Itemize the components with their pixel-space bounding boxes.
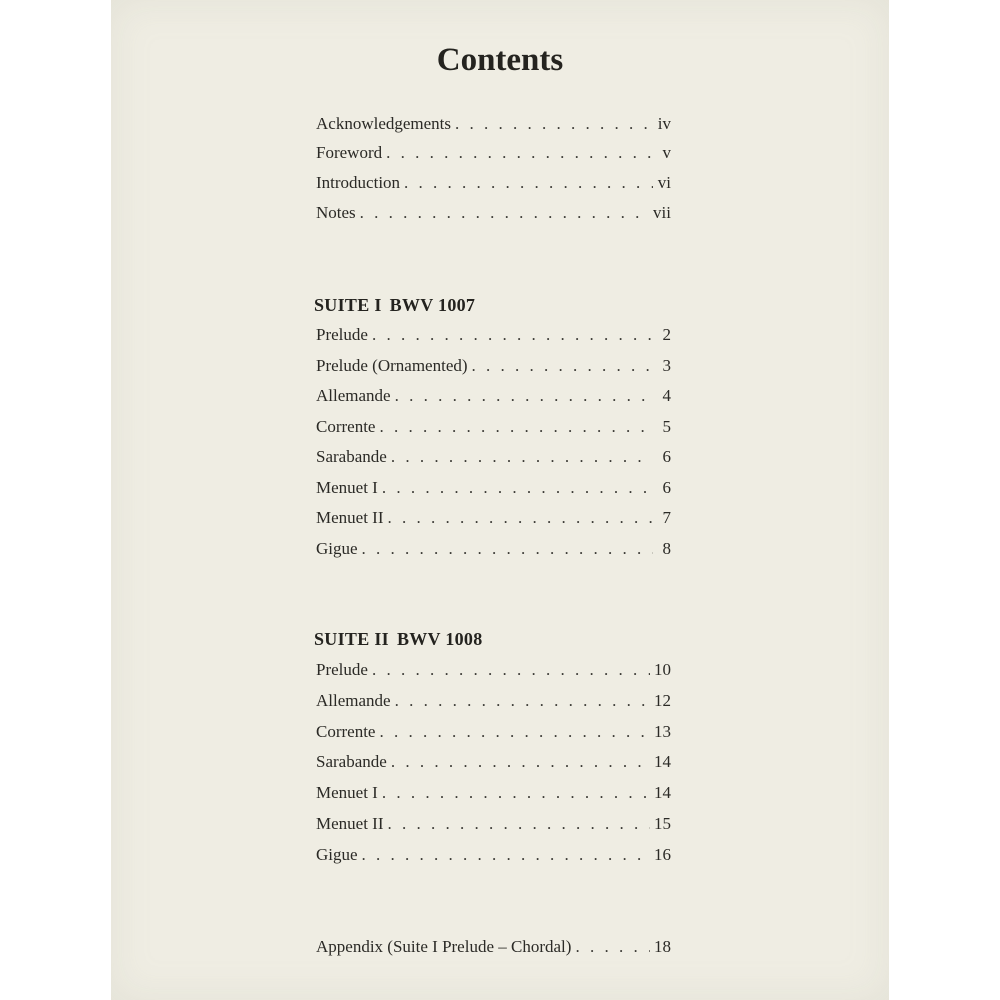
toc-entry-page: 7 <box>662 508 671 527</box>
toc-entry <box>316 203 671 229</box>
leader-dots <box>372 325 653 345</box>
leader-dots <box>455 114 653 134</box>
leader-dots <box>379 722 650 742</box>
page-title: Contents <box>436 42 564 78</box>
toc-entry-label: Prelude <box>316 660 368 679</box>
leader-dots <box>395 691 650 711</box>
leader-dots <box>362 845 650 865</box>
book-page <box>111 0 889 1000</box>
toc-entry-page: vi <box>657 173 671 192</box>
toc-entry-page: 2 <box>662 325 671 344</box>
toc-entry-label: Prelude (Ornamented) <box>316 356 468 375</box>
toc-entry <box>316 447 671 473</box>
toc-entry <box>316 508 671 534</box>
leader-dots <box>386 143 653 163</box>
toc-entry-page: 15 <box>654 814 671 833</box>
toc-entry-page: 6 <box>662 478 671 497</box>
toc-entry <box>316 539 671 565</box>
toc-entry-page: 6 <box>662 447 671 466</box>
suite-name: SUITE I <box>314 295 382 315</box>
toc-entry-page: 3 <box>662 356 671 375</box>
leader-dots <box>388 814 650 834</box>
leader-dots <box>575 937 650 957</box>
toc-entry <box>316 325 671 351</box>
toc-entry-label: Menuet II <box>316 814 384 833</box>
toc-entry <box>316 845 671 871</box>
toc-entry <box>316 752 671 778</box>
toc-entry <box>316 814 671 840</box>
toc-entry-label: Sarabande <box>316 752 387 771</box>
leader-dots <box>404 173 653 193</box>
leader-dots <box>472 356 653 376</box>
toc-entry-page: vii <box>653 203 671 222</box>
toc-entry-page: 8 <box>662 539 671 558</box>
toc-entry <box>316 722 671 748</box>
toc-entry-page: 12 <box>654 691 671 710</box>
toc-entry <box>316 386 671 412</box>
toc-entry <box>316 660 671 686</box>
toc-entry <box>316 173 671 199</box>
suite-bwv: BWV 1007 <box>389 295 476 315</box>
toc-entry-label: Allemande <box>316 691 391 710</box>
toc-entry <box>316 478 671 504</box>
suite-heading <box>314 629 483 650</box>
leader-dots <box>388 508 653 528</box>
toc-entry <box>316 417 671 443</box>
toc-entry-page: 14 <box>654 752 671 771</box>
leader-dots <box>395 386 653 406</box>
toc-entry <box>316 783 671 809</box>
leader-dots <box>362 539 653 559</box>
toc-entry-label: Prelude <box>316 325 368 344</box>
toc-entry <box>316 143 671 169</box>
toc-entry-label: Acknowledgements <box>316 114 452 133</box>
toc-entry <box>316 356 671 382</box>
toc-entry-label: Allemande <box>316 386 391 405</box>
toc-entry <box>316 691 671 717</box>
toc-entry-label: Menuet I <box>316 478 378 497</box>
toc-entry-page: 10 <box>654 660 671 679</box>
leader-dots <box>391 752 650 772</box>
toc-entry-page: 18 <box>654 937 671 956</box>
toc-entry-label: Corrente <box>316 722 376 741</box>
leader-dots <box>379 417 653 437</box>
toc-entry <box>316 114 671 140</box>
toc-entry-label: Gigue <box>316 539 358 558</box>
toc-entry-page: v <box>662 143 671 162</box>
toc-entry-page: iv <box>657 114 671 133</box>
leader-dots <box>372 660 650 680</box>
leader-dots <box>360 203 649 223</box>
toc-entry-label: Introduction <box>316 173 401 192</box>
toc-entry-page: 16 <box>654 845 671 864</box>
toc-entry-page: 13 <box>654 722 671 741</box>
toc-entry-label: Foreword <box>316 143 383 162</box>
toc-entry-label: Notes <box>316 203 356 222</box>
suite-heading <box>314 295 475 316</box>
toc-entry-label: Corrente <box>316 417 376 436</box>
toc-entry-label: Menuet II <box>316 508 384 527</box>
toc-entry-label: Sarabande <box>316 447 387 466</box>
toc-entry <box>316 937 671 963</box>
toc-entry-label: Gigue <box>316 845 358 864</box>
toc-entry-page: 5 <box>662 417 671 436</box>
leader-dots <box>391 447 653 467</box>
leader-dots <box>382 783 650 803</box>
suite-bwv: BWV 1008 <box>396 629 483 649</box>
toc-entry-label: Appendix (Suite I Prelude – Chordal) <box>316 937 572 956</box>
toc-entry-page: 4 <box>662 386 671 405</box>
leader-dots <box>382 478 653 498</box>
toc-entry-page: 14 <box>654 783 671 802</box>
toc-entry-label: Menuet I <box>316 783 378 802</box>
suite-name: SUITE II <box>314 629 389 649</box>
